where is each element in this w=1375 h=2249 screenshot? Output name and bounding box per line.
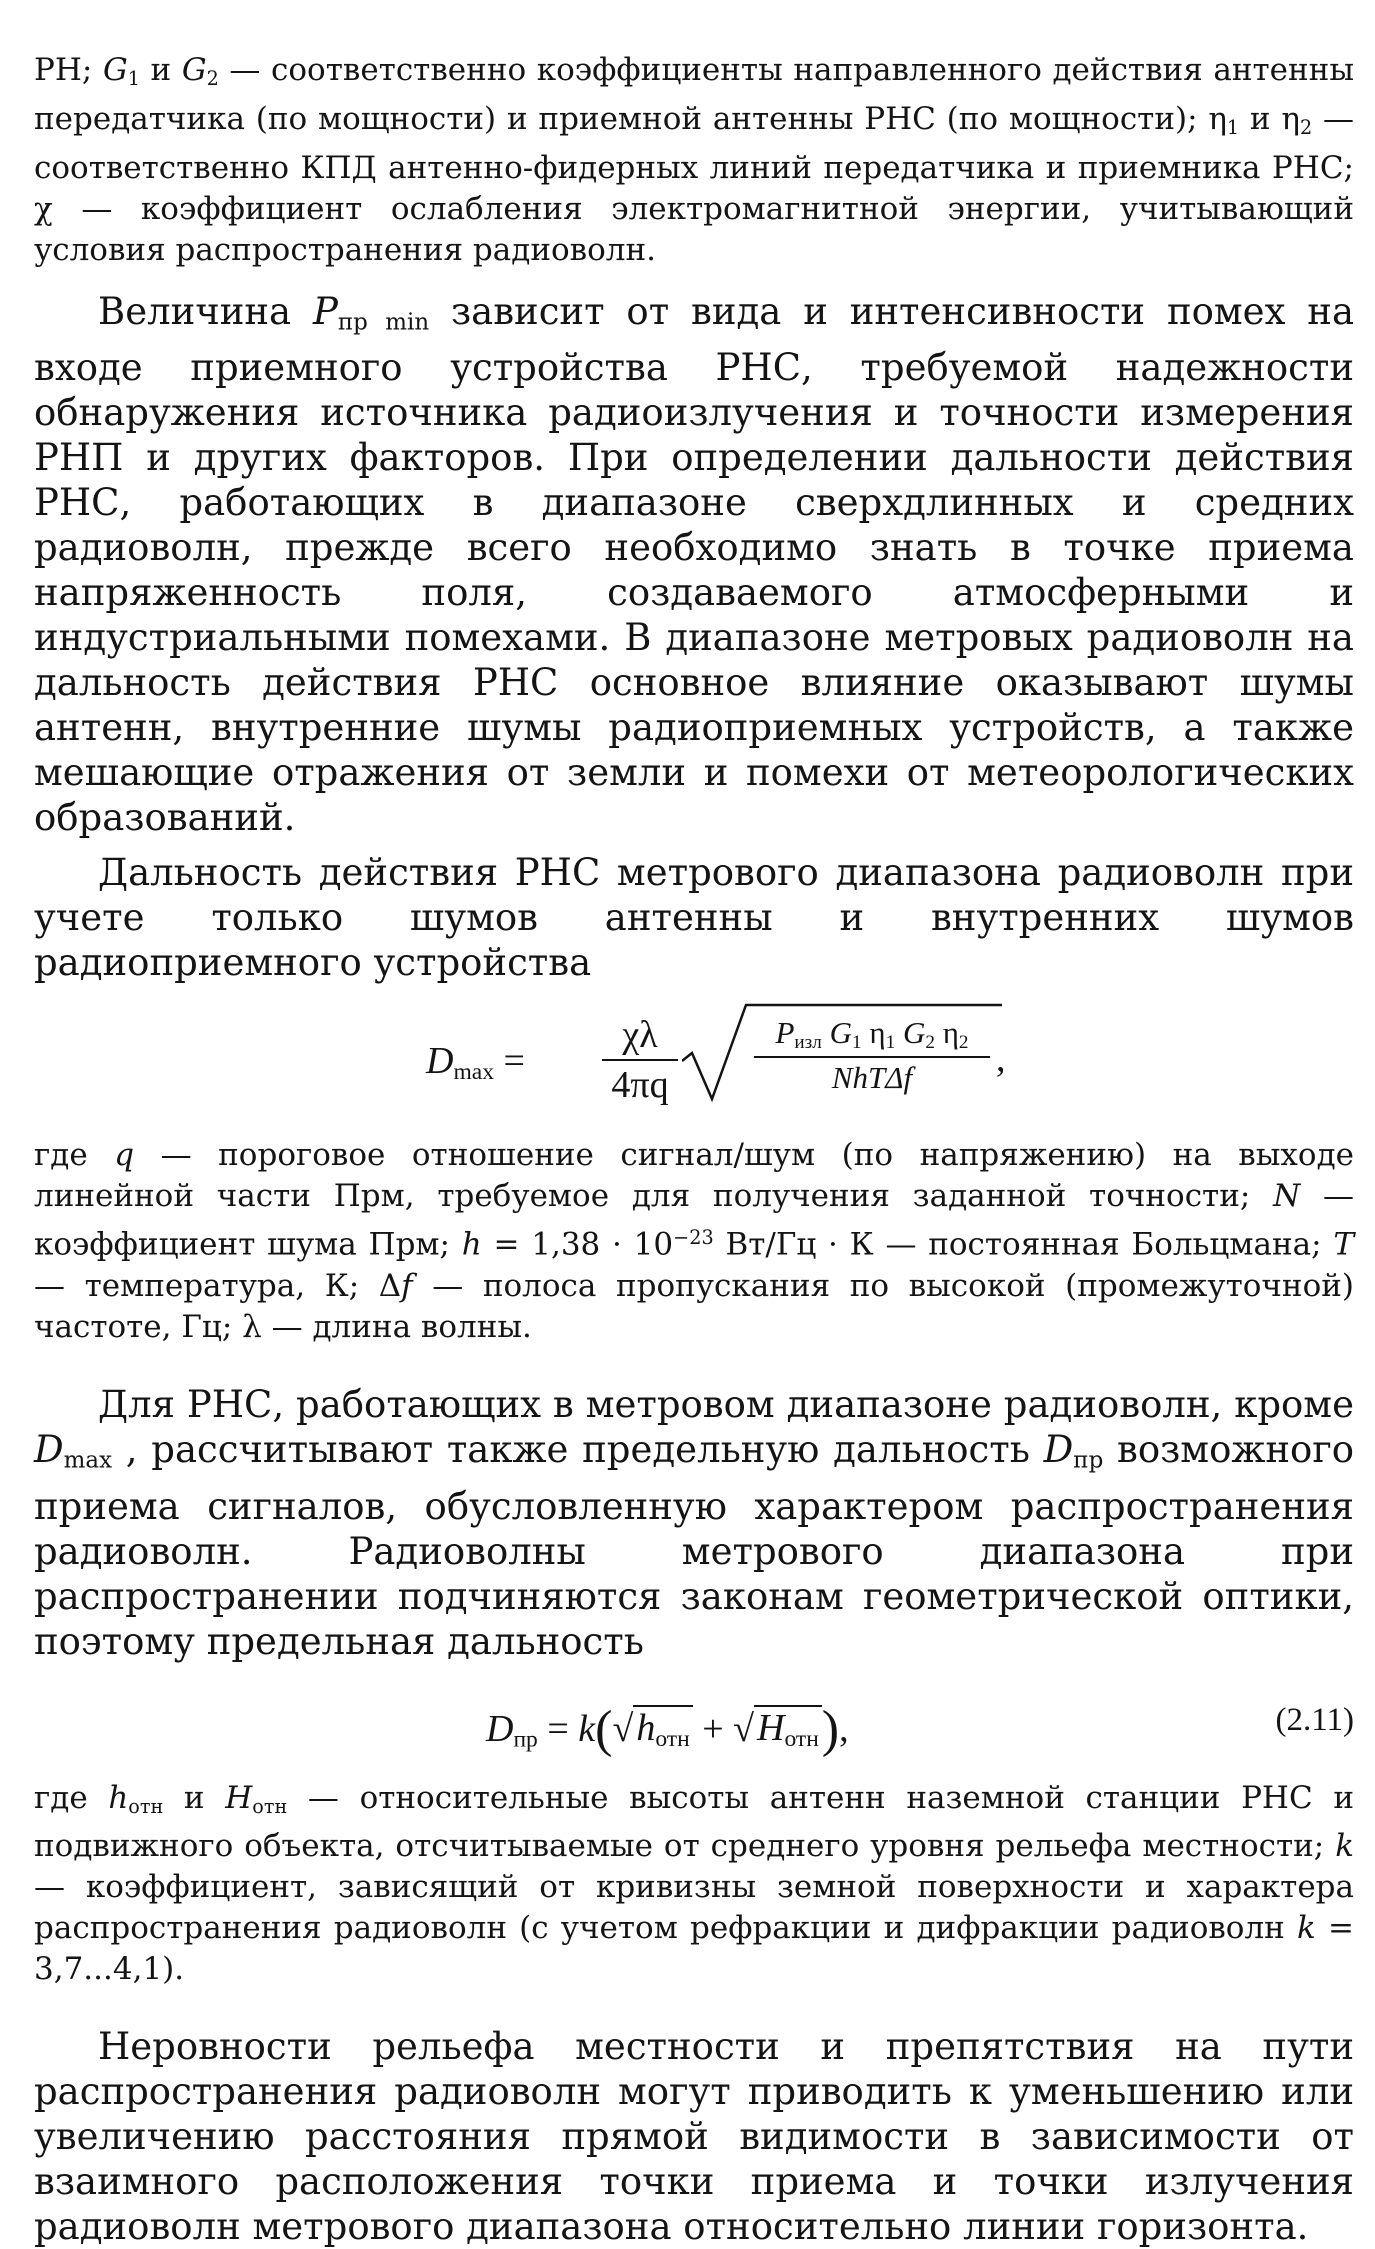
text-run: = 3,7...4,1).: [34, 1910, 1354, 1988]
subscript: 2: [1299, 115, 1313, 139]
denominator: 4πq: [611, 1064, 669, 1107]
right-paren-icon: ): [821, 1700, 840, 1758]
subscript: 1: [852, 1032, 862, 1054]
subscript: 2: [958, 1032, 969, 1054]
subscript: max: [63, 1447, 113, 1474]
fraction-bar: [602, 1059, 678, 1061]
symbol-h-capital: H: [756, 1707, 785, 1750]
text-run: возможного приема сигналов, обусловленную характером распространения радиоволн. Радиоволны метрового диапазона при распространении подчиняются законам геометрической оптики, поэтому предельная дальность: [34, 1427, 1354, 1663]
symbol-d: D: [34, 1427, 64, 1471]
text-run: — относительные высоты антенн наземной станции РНС и подвижного объекта, отсчитываемые от среднего уровня рельефа местности;: [34, 1779, 1354, 1865]
formula-dmax: [34, 1003, 1354, 1115]
left-paren-icon: (: [595, 1700, 613, 1758]
equals-sign: =: [494, 1040, 525, 1083]
symbol-d: D: [1043, 1427, 1074, 1471]
subscript: отн: [784, 1726, 819, 1753]
symbol-h-capital: H: [225, 1779, 253, 1816]
paragraph-formula-legend: [34, 1135, 1354, 1348]
text-run: = 1,38 · 10: [481, 1226, 674, 1263]
symbol-k: k: [1335, 1828, 1354, 1865]
symbol-g: G: [102, 52, 128, 88]
square-root-sign-icon: √: [612, 1707, 634, 1750]
paragraph-range-intro: Дальность действия РНС метрового диапазона радиоволн при учете только шумов антенны и внутренних шумов радиоприемного устройства: [34, 851, 1354, 985]
numerator: [754, 1015, 990, 1054]
symbol-d: D: [426, 1040, 454, 1083]
paragraph-symbols-definitions: [34, 50, 1354, 271]
text-run: Для РНС, работающих в метровом диапазоне радиоволн, кроме: [98, 1382, 1354, 1426]
subscript: пр: [1073, 1447, 1104, 1474]
subscript: отн: [128, 1794, 164, 1818]
paragraph-terrain: Неровности рельефа местности и препятствия на пути распространения радиоволн могут приводить к уменьшению или увеличению расстояния прямой видимости в зависимости от взаимного расположения точки приема и точки излучения радиоволн метрового диапазона относительно линии горизонта.: [34, 2025, 1354, 2249]
fraction-chi-lambda: [602, 1013, 678, 1107]
formula-comma: ,: [839, 1707, 849, 1750]
paragraph-limit-range: [34, 1382, 1354, 1664]
symbol-k: k: [578, 1707, 596, 1750]
subscript: 1: [127, 66, 140, 90]
text-run: — соответственно коэффициенты направленного действия антенны передатчика (по мощности) и приемной антенны РНС (по мощности); η: [34, 52, 1354, 137]
text-run: — коэффициент шума Прм;: [34, 1178, 1354, 1263]
text-run: и η: [1239, 100, 1300, 137]
subscript: отн: [655, 1726, 690, 1753]
text-run: и: [163, 1779, 226, 1816]
text-run: зависит от вида и интенсивности помех на входе приемного устройства РНС, требуемой надежности обнаружения источника радиоизлучения и точности измерения РНП и других факторов. При определении дальности действия РНС, работающих в диапазоне сверхдлинных и средних радиоволн, прежде всего необходимо знать в точке приема напряженность поля, создаваемого атмосферными и индустриальными помехами. В диапазоне метровых радиоволн на дальность действия РНС основное влияние оказывают шумы антенн, внутренние шумы радиоприемных устройств, а также мешающие отражения от земли и помехи от метеорологических образований.: [34, 289, 1355, 840]
subscript: изл: [794, 1032, 822, 1054]
square-root-sign-icon: √: [733, 1707, 754, 1750]
symbol-p: P: [775, 1015, 795, 1051]
radicand: [633, 1705, 692, 1753]
radicand: [754, 1705, 822, 1753]
text-run: — полоса пропускания по высокой (промежуточной) частоте, Гц; λ — длина волны.: [34, 1267, 1354, 1345]
plus-sign: +: [692, 1707, 734, 1750]
text-run: , рассчитывают также предельную дальность: [112, 1427, 1044, 1471]
formula-body: [486, 1700, 849, 1759]
text-run: и: [139, 52, 182, 88]
symbol-h: h: [636, 1707, 656, 1750]
numerator: χλ: [622, 1014, 658, 1057]
text-run: — соответственно КПД антенно-фидерных линий передатчика и приемника РНС; χ — коэффициент ослабления электромагнитной энергии, учитывающий условия распространения радиоволн.: [34, 100, 1354, 268]
subscript: отн: [252, 1794, 288, 1818]
symbol-g: G: [181, 52, 207, 88]
fraction-power-over-noise: [754, 1015, 990, 1096]
text-run: где: [34, 1779, 109, 1816]
formula-lhs: [426, 1039, 525, 1086]
symbol-h: h: [461, 1226, 482, 1263]
symbol-g: G: [902, 1015, 926, 1051]
symbol-t: T: [1333, 1226, 1355, 1263]
text-run: Вт/Гц · К — постоянная Больцмана;: [713, 1226, 1334, 1263]
text-run: Величина: [98, 289, 313, 333]
fraction-bar: [754, 1056, 990, 1058]
formula-dpr: [34, 1690, 1354, 1760]
subscript: 1: [1226, 115, 1240, 139]
superscript: −23: [673, 1226, 714, 1250]
paragraph-heights-legend: [34, 1778, 1354, 1991]
subscript: 2: [206, 66, 219, 90]
subscript: 1: [885, 1032, 896, 1054]
equation-number: (2.11): [1275, 1701, 1354, 1738]
subscript: пр min: [337, 309, 430, 336]
text-run: РН;: [34, 52, 103, 88]
symbol-f: f: [401, 1267, 413, 1304]
text-run: — коэффициент, зависящий от кривизны земной поверхности и характера распространения радиоволн (с учетом рефракции и дифракции радиоволн: [34, 1869, 1354, 1947]
document-page: [34, 50, 1354, 2249]
formula-comma: ,: [996, 1038, 1006, 1081]
equals-sign: =: [537, 1707, 579, 1750]
symbol-d: D: [486, 1707, 514, 1750]
symbol-eta: η: [942, 1015, 959, 1051]
symbol-h: h: [108, 1779, 129, 1816]
symbol-n: N: [1273, 1178, 1301, 1215]
subscript: max: [453, 1059, 494, 1086]
symbol-k: k: [1297, 1910, 1316, 1947]
paragraph-pmin: [34, 289, 1354, 841]
symbol-g: G: [829, 1015, 852, 1051]
symbol-q: q: [114, 1137, 135, 1174]
text-run: где: [34, 1137, 115, 1174]
text-run: — температура, К; Δ: [34, 1267, 402, 1304]
denominator: NhTΔf: [831, 1060, 913, 1096]
subscript: пр: [513, 1726, 538, 1753]
symbol-eta: η: [869, 1015, 886, 1051]
subscript: 2: [925, 1032, 935, 1054]
symbol-p: P: [312, 289, 338, 333]
text-run: — пороговое отношение сигнал/шум (по напряжению) на выходе линейной части Прм, требуемое для получения заданной точности;: [34, 1137, 1355, 1215]
